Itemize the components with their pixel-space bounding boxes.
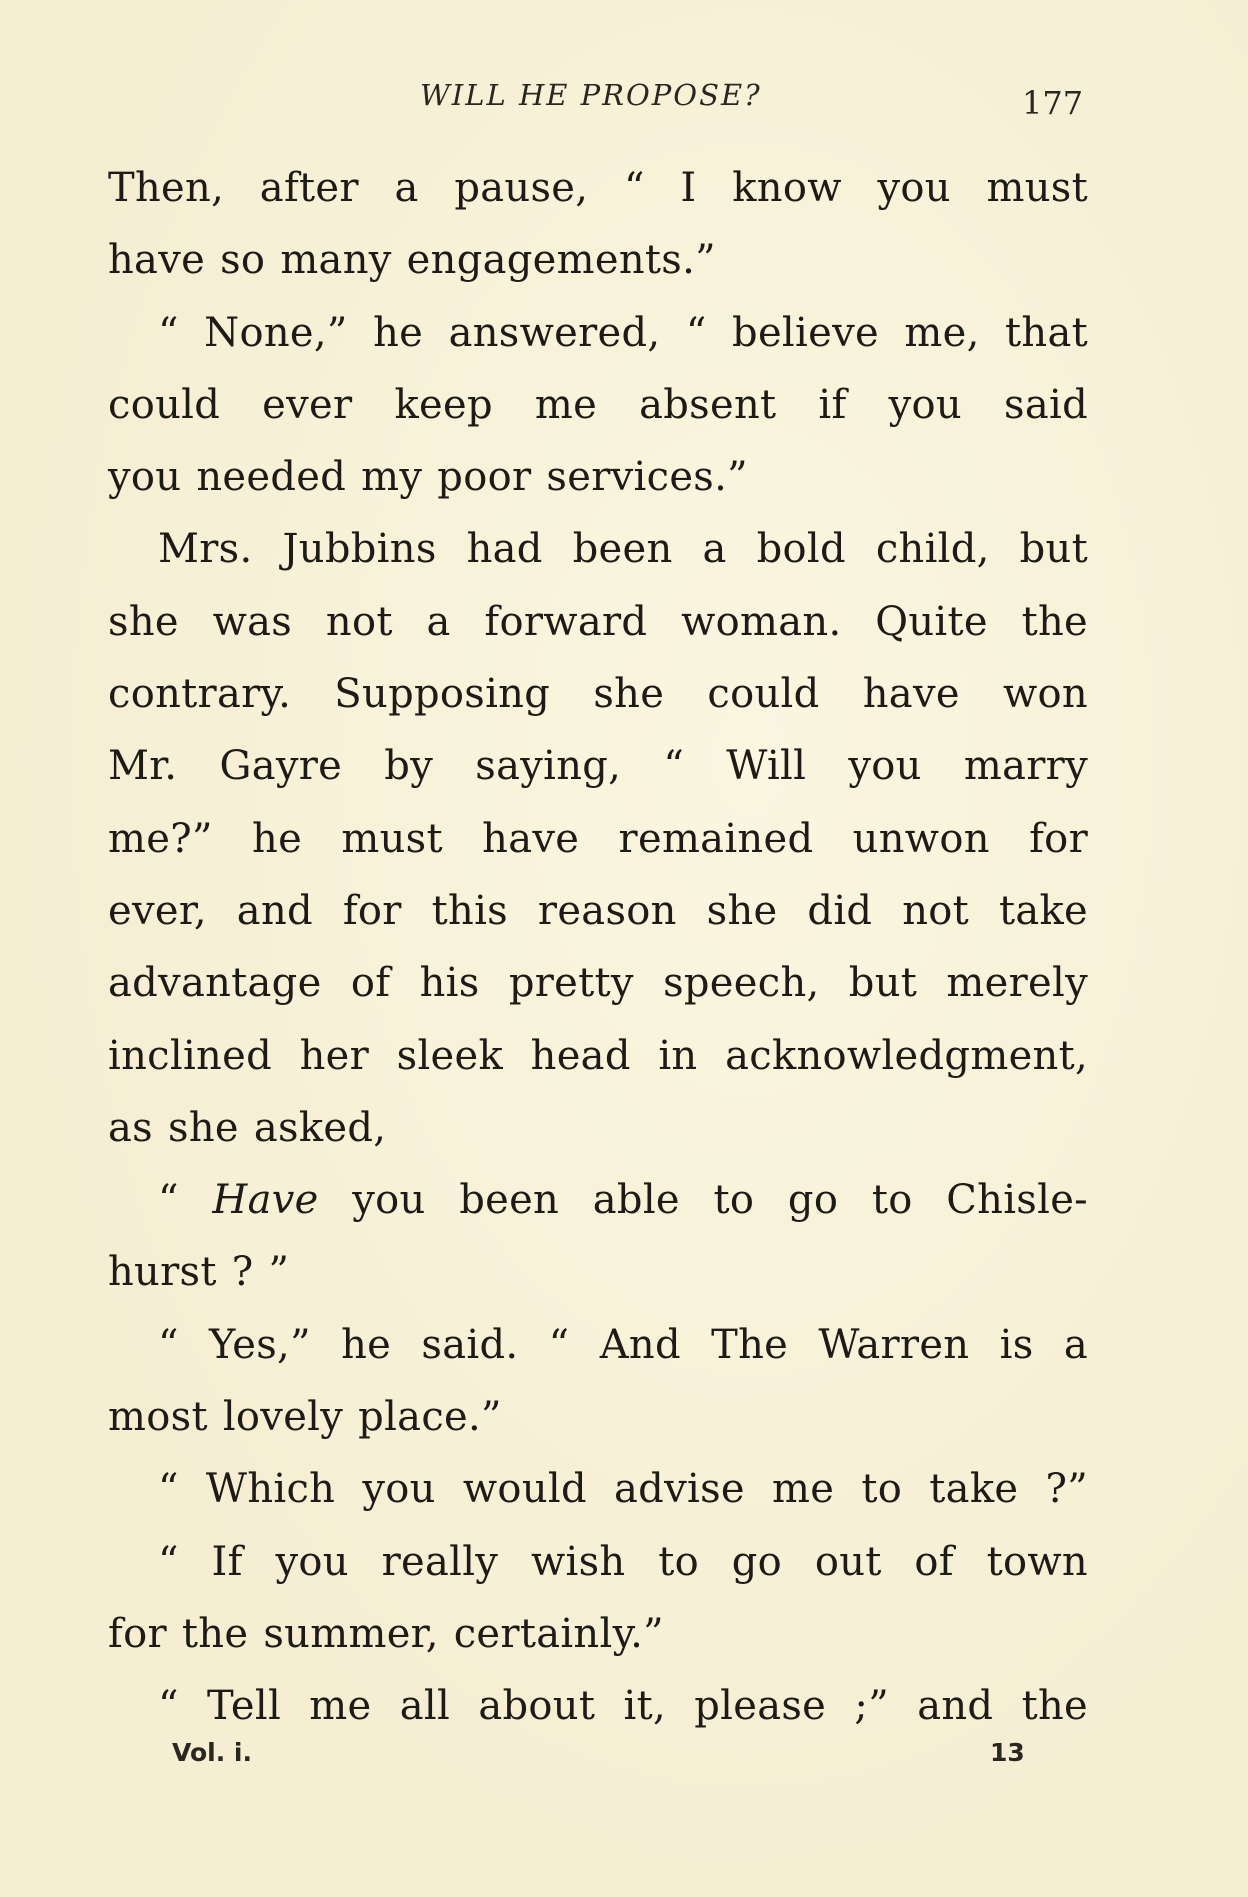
text-line: inclined her sleek head in acknowledgment, xyxy=(108,1032,1088,1079)
body-text xyxy=(108,152,1088,1743)
text-line: as she asked, xyxy=(108,1104,387,1151)
page-footer xyxy=(108,1738,1088,1778)
text-line: Then, after a pause, “ I know you must xyxy=(108,165,1088,211)
volume-mark: Vol. i. xyxy=(172,1738,252,1767)
text-line: Mrs. Jubbins had been a bold child, but xyxy=(158,526,1088,573)
italic-word: Have xyxy=(212,1177,319,1224)
text-line: “ Which you would advise me to take ?” xyxy=(158,1466,1088,1513)
text-line: “ Yes,” he said. “ And The Warren is a xyxy=(158,1321,1088,1368)
running-title: WILL HE PROPOSE? xyxy=(420,78,762,112)
text-line: “ Have you been able to go to Chisle- xyxy=(158,1177,1088,1224)
text-line: for the summer, certainly.” xyxy=(108,1610,664,1657)
text-line: could ever keep me absent if you said xyxy=(108,381,1088,428)
text-line: hurst ? ” xyxy=(108,1249,290,1296)
signature-mark: 13 xyxy=(990,1738,1025,1767)
text-line: you needed my poor services.” xyxy=(108,454,748,501)
text-line: “ None,” he answered, “ believe me, that xyxy=(158,309,1088,356)
text-line: me?” he must have remained unwon for xyxy=(108,815,1088,862)
text-line: Mr. Gayre by saying, “ Will you marry xyxy=(108,743,1088,790)
page-number: 177 xyxy=(1022,84,1084,122)
text-line: she was not a forward woman. Quite the xyxy=(108,598,1088,645)
text-line: “ Tell me all about it, please ;” and the xyxy=(158,1683,1088,1730)
text-line: “ If you really wish to go out of town xyxy=(158,1538,1088,1585)
text-line: advantage of his pretty speech, but merely xyxy=(108,960,1088,1007)
text-line: contrary. Supposing she could have won xyxy=(108,671,1088,718)
text-line: most lovely place.” xyxy=(108,1394,502,1441)
text-line: have so many engagements.” xyxy=(108,237,716,284)
running-head xyxy=(108,78,1088,128)
text-line: ever, and for this reason she did not take xyxy=(108,887,1088,934)
